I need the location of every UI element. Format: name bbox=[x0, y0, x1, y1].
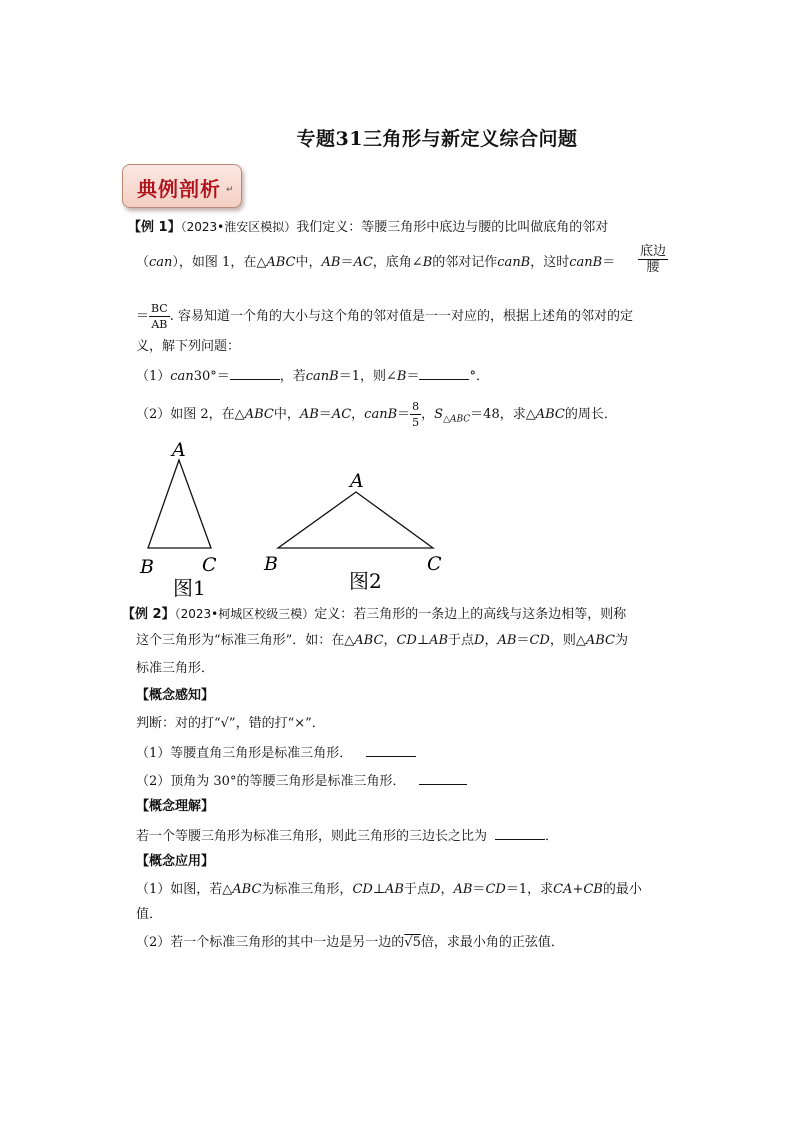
figure2-vertex-a: A bbox=[350, 470, 364, 492]
example1-line2: （can），如图 1，在△ABC中，AB＝AC，底角∠B的邻对记作canB，这时canB＝ bbox=[136, 255, 616, 270]
figures-area bbox=[130, 430, 470, 605]
figure2-triangle bbox=[278, 492, 433, 548]
figure2-vertex-c: C bbox=[427, 553, 442, 575]
heading-concept-perception: 【概念感知】 bbox=[136, 688, 215, 703]
example2-line2: 这个三角形为“标准三角形”．如：在△ABC，CD⊥AB于点D，AB＝CD，则△ABC为 bbox=[136, 633, 628, 648]
example2-source: （2023•柯城区校级三模） bbox=[174, 607, 315, 621]
heading-concept-application: 【概念应用】 bbox=[136, 854, 215, 869]
example1-tag: 【例 1】 bbox=[128, 220, 181, 235]
section-badge bbox=[122, 164, 242, 208]
judge-item-2: （2）顶角为 30°的等腰三角形是标准三角形． bbox=[136, 771, 467, 791]
answer-blank[interactable] bbox=[419, 366, 469, 380]
application-question-2: （2）若一个标准三角形的其中一边是另一边的√5倍，求最小角的正弦值． bbox=[136, 935, 564, 950]
judge-item-1: （1）等腰直角三角形是标准三角形． bbox=[136, 743, 416, 763]
example1-line3: ＝ $\frac{BC}{AB}$ . 容易知道一个角的大小与这个角的邻对值是一一对应的，根据上述角的邻对的定 bbox=[136, 302, 633, 331]
answer-blank[interactable] bbox=[230, 366, 280, 380]
fraction-bc-over-ab: $\frac{BC}{AB}$ bbox=[151, 302, 168, 331]
figure2-caption: 图2 bbox=[349, 569, 382, 593]
judge-instruction: 判断：对的打“√”，错的打“×”． bbox=[136, 716, 325, 731]
example1-question2: （2）如图 2，在△ABC中，AB＝AC，canB＝ $\frac{8}{5}$ ，$S_{\triangle ABC}=48$，求△ABC的周长． bbox=[136, 400, 617, 429]
answer-blank[interactable] bbox=[366, 743, 416, 757]
application-question-1: （1）如图，若△ABC为标准三角形，CD⊥AB于点D，AB＝CD＝1，求CA+CB的最小 bbox=[136, 882, 642, 897]
answer-blank[interactable] bbox=[419, 771, 467, 785]
section-label: 典例剖析 bbox=[137, 177, 221, 201]
example2-line1: 【例 2】（2023•柯城区校级三模）定义：若三角形的一条边上的高线与这条边相等，则称 bbox=[122, 607, 627, 622]
sqrt-5: √5 bbox=[404, 935, 421, 950]
example1-text: 我们定义：等腰三角形中底边与腰的比叫做底角的邻对 bbox=[296, 220, 609, 235]
figure1-vertex-a: A bbox=[172, 439, 186, 461]
figure2-vertex-b: B bbox=[264, 553, 278, 575]
example1-line1 bbox=[128, 218, 608, 237]
answer-blank[interactable] bbox=[495, 826, 545, 840]
understanding-question: 若一个等腰三角形为标准三角形，则此三角形的三边长之比为 ． bbox=[136, 826, 558, 846]
figure1-vertex-b: B bbox=[140, 556, 154, 578]
example1-question1: （1）can30°＝ ，若canB＝1，则∠B＝ °． bbox=[136, 366, 489, 386]
example1-line4: 义，解下列问题： bbox=[136, 339, 241, 354]
heading-concept-understanding: 【概念理解】 bbox=[136, 799, 215, 814]
page-title: 专题31三角形与新定义综合问题 bbox=[296, 128, 578, 150]
figure1-caption: 图1 bbox=[173, 576, 206, 600]
example1-source: （2023•淮安区模拟） bbox=[180, 220, 297, 234]
fraction-8-over-5: $\frac{8}{5}$ bbox=[412, 400, 420, 429]
example2-line3: 标准三角形． bbox=[136, 661, 215, 676]
paragraph-mark-icon: ↵ bbox=[226, 185, 234, 195]
example2-tag: 【例 2】 bbox=[122, 607, 175, 622]
figure1-vertex-c: C bbox=[202, 554, 217, 576]
fraction-base-over-leg: 底边 腰 bbox=[640, 244, 667, 275]
application-question-1-cont: 值． bbox=[136, 907, 163, 922]
figure1-triangle bbox=[148, 460, 211, 548]
